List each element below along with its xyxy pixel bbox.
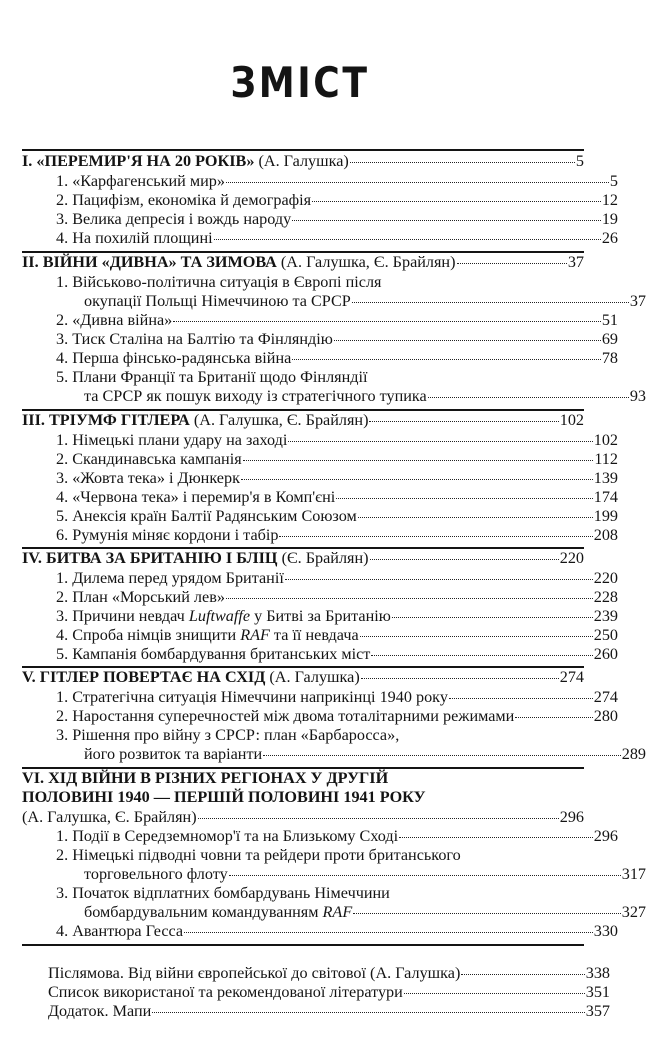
- toc-item[interactable]: [22, 450, 618, 469]
- toc-item-title: 2. Скандинавська кампанія: [56, 450, 242, 468]
- dot-leader: [226, 598, 593, 599]
- dot-leader: [334, 340, 601, 341]
- toc-item[interactable]: [22, 645, 618, 664]
- dot-leader: [350, 162, 575, 163]
- page-number: 330: [593, 922, 618, 940]
- dot-leader: [457, 263, 567, 264]
- dot-leader: [360, 636, 593, 637]
- section-authors: (А. Галушка): [265, 668, 360, 686]
- toc-item-title: 2. Німецькі підводні човни та рейдери проти британського: [56, 846, 461, 864]
- toc-item-title-emphasis: RAF: [240, 626, 270, 644]
- dot-leader: [449, 698, 593, 699]
- page-number: 296: [593, 827, 618, 845]
- toc-item[interactable]: [22, 191, 618, 210]
- toc-item-title: 2. «Дивна війна»: [56, 311, 173, 329]
- toc-section-6[interactable]: [22, 808, 584, 827]
- section-heading-cont: ПОЛОВИНІ 1940 — ПЕРШІЙ ПОЛОВИНІ 1941 РОКУ: [22, 788, 426, 806]
- section-heading: II. ВІЙНИ «ДИВНА» ТА ЗИМОВА: [22, 253, 277, 271]
- toc-item[interactable]: [22, 349, 618, 368]
- dot-leader: [392, 617, 593, 618]
- toc-item[interactable]: [22, 292, 646, 311]
- dot-leader: [358, 517, 593, 518]
- page-number: 327: [621, 903, 646, 921]
- toc-item[interactable]: [22, 922, 618, 941]
- dot-leader: [336, 498, 592, 499]
- page-number: 357: [585, 1002, 610, 1020]
- toc-item-title: Додаток. Мапи: [48, 1002, 152, 1020]
- page-number: 51: [601, 311, 618, 329]
- page-title: ЗМІСТ: [230, 58, 370, 107]
- page-number: 228: [593, 588, 618, 606]
- page-number: 280: [593, 707, 618, 725]
- toc-item-line[interactable]: [22, 726, 618, 745]
- toc-item[interactable]: [22, 431, 618, 450]
- toc-item-title: 1. Стратегічна ситуація Німеччини наприкінці 1940 року: [56, 688, 448, 706]
- page-number: 5: [609, 172, 618, 190]
- dot-leader: [292, 220, 601, 221]
- toc-item-title: 4. Спроба німців знищити: [56, 626, 241, 644]
- dot-leader: [461, 974, 584, 975]
- toc-item-title-cont: його розвиток та варіанти: [84, 745, 263, 763]
- dot-leader: [241, 479, 593, 480]
- toc-item[interactable]: [22, 311, 618, 330]
- toc-item[interactable]: [22, 707, 618, 726]
- table-of-contents: [22, 0, 646, 1039]
- page-number: 37: [629, 292, 646, 310]
- toc-item-title-rest: у Битві за Британію: [250, 607, 391, 625]
- toc-item[interactable]: [22, 469, 618, 488]
- dot-leader: [370, 559, 559, 560]
- dot-leader: [369, 421, 558, 422]
- toc-item-title: 4. На похилій площині: [56, 229, 213, 247]
- dot-leader: [312, 201, 601, 202]
- page-number: 69: [601, 330, 618, 348]
- dot-leader: [184, 932, 593, 933]
- page-number: 139: [593, 469, 618, 487]
- section-heading: III. ТРІУМФ ГІТЛЕРА: [22, 411, 190, 429]
- toc-item-title: 3. Рішення про війну з СРСР: план «Барбаросса»,: [56, 726, 400, 744]
- section-heading: IV. БИТВА ЗА БРИТАНІЮ І БЛІЦ: [22, 549, 278, 567]
- toc-item[interactable]: [22, 607, 618, 626]
- toc-item-title: 5. Плани Франції та Британії щодо Фінляндії: [56, 368, 368, 386]
- toc-item-title: 3. Початок відплатних бомбардувань Німеччини: [56, 884, 390, 902]
- toc-item[interactable]: [22, 745, 646, 764]
- page-number: 5: [575, 152, 584, 170]
- dot-leader: [428, 397, 629, 398]
- toc-item-line[interactable]: [22, 273, 618, 292]
- toc-back-matter-item[interactable]: [22, 1002, 610, 1021]
- toc-item[interactable]: [22, 387, 646, 406]
- dot-leader: [353, 913, 621, 914]
- toc-section-1[interactable]: [22, 152, 584, 171]
- toc-item-title: Список використаної та рекомендованої літератури: [48, 983, 403, 1001]
- page-number: 220: [559, 549, 584, 567]
- toc-section-4[interactable]: [22, 549, 584, 568]
- dot-leader: [214, 239, 601, 240]
- toc-item-title: 1. Дилема перед урядом Британії: [56, 569, 284, 587]
- page-number: 351: [585, 983, 610, 1001]
- toc-item-line[interactable]: [22, 884, 618, 903]
- toc-item[interactable]: [22, 688, 618, 707]
- dot-leader: [361, 678, 559, 679]
- toc-item-title: 3. Велика депресія і вождь народу: [56, 210, 292, 228]
- section-heading: I. «ПЕРЕМИР'Я НА 20 РОКІВ»: [22, 152, 255, 170]
- section-heading: V. ГІТЛЕР ПОВЕРТАЄ НА СХІД: [22, 668, 266, 686]
- toc-item[interactable]: [22, 210, 618, 229]
- toc-section-2[interactable]: [22, 253, 584, 272]
- dot-leader: [226, 182, 609, 183]
- toc-item-title-cont: окупації Польщі Німеччиною та СРСР: [84, 292, 351, 310]
- page-number: 296: [559, 808, 584, 826]
- toc-back-matter-item[interactable]: [22, 983, 610, 1002]
- toc-item[interactable]: [22, 172, 618, 191]
- toc-item-title: 5. Кампанія бомбардування британських міст: [56, 645, 371, 663]
- toc-item-line[interactable]: [22, 368, 618, 387]
- section-authors: (А. Галушка, Є. Брайлян): [276, 253, 456, 271]
- toc-item-title: 3. Причини невдач: [56, 607, 189, 625]
- toc-item[interactable]: [22, 903, 646, 922]
- page-number: 220: [593, 569, 618, 587]
- toc-item[interactable]: [22, 588, 618, 607]
- toc-item-title: 1. Події в Середземномор'ї та на Близькому Сході: [56, 827, 399, 845]
- page-number: 260: [593, 645, 618, 663]
- dot-leader: [285, 579, 593, 580]
- toc-item[interactable]: [22, 569, 618, 588]
- toc-item-line[interactable]: [22, 846, 618, 865]
- page-number: 26: [601, 229, 618, 247]
- toc-section-5[interactable]: [22, 668, 584, 687]
- toc-item-title-emphasis: Luftwaffe: [188, 607, 251, 625]
- dot-leader: [229, 875, 621, 876]
- section-authors: (А. Галушка, Є. Брайлян): [189, 411, 369, 429]
- toc-item[interactable]: [22, 827, 618, 846]
- dot-leader: [279, 536, 592, 537]
- dot-leader: [404, 993, 585, 994]
- page-number: 338: [585, 964, 610, 982]
- page-number: 102: [593, 431, 618, 449]
- toc-item[interactable]: [22, 229, 618, 248]
- page-number: 250: [593, 626, 618, 644]
- dot-leader: [173, 321, 601, 322]
- dot-leader: [515, 717, 592, 718]
- toc-item[interactable]: [22, 507, 618, 526]
- toc-item-title: 2. Пацифізм, економіка й демографія: [56, 191, 312, 209]
- toc-item-title: 1. «Карфагенський мир»: [56, 172, 225, 190]
- page-number: 93: [629, 387, 646, 405]
- section-authors: (А. Галушка, Є. Брайлян): [22, 808, 197, 826]
- toc-item-title: 6. Румунія міняє кордони і табір: [56, 526, 279, 544]
- section-divider: [22, 149, 584, 151]
- toc-item-title-cont: торговельного флоту: [84, 865, 228, 883]
- toc-item-title: 4. Авантюра Гесса: [56, 922, 184, 940]
- page-number: 274: [559, 668, 584, 686]
- toc-item-title: 3. Тиск Сталіна на Балтію та Фінляндію: [56, 330, 333, 348]
- page-number: 174: [593, 488, 618, 506]
- toc-item-title: 4. «Червона тека» і перемир'я в Комп'єні: [56, 488, 336, 506]
- toc-item-title: Післямова. Від війни європейської до світової (А. Галушка): [48, 964, 461, 982]
- dot-leader: [371, 655, 592, 656]
- dot-leader: [152, 1012, 584, 1013]
- page-number: 37: [567, 253, 584, 271]
- dot-leader: [263, 755, 621, 756]
- toc-item-title-emphasis: RAF: [322, 903, 353, 921]
- toc-item-title-cont: бомбардувальним командуванням: [84, 903, 323, 921]
- toc-item[interactable]: [22, 526, 618, 545]
- toc-back-matter-item[interactable]: [22, 964, 610, 983]
- dot-leader: [243, 460, 594, 461]
- section-heading: VI. ХІД ВІЙНИ В РІЗНИХ РЕГІОНАХ У ДРУГІЙ: [22, 769, 389, 787]
- toc-item[interactable]: [22, 488, 618, 507]
- toc-item-title: 1. Військово-політична ситуація в Європі після: [56, 273, 382, 291]
- toc-item[interactable]: [22, 626, 618, 645]
- page-number: 239: [593, 607, 618, 625]
- page-number: 78: [601, 349, 618, 367]
- page-number: 208: [593, 526, 618, 544]
- page-number: 199: [593, 507, 618, 525]
- section-authors: (А. Галушка): [254, 152, 349, 170]
- dot-leader: [288, 441, 592, 442]
- toc-item-title: 3. «Жовта тека» і Дюнкерк: [56, 469, 240, 487]
- page-number: 19: [601, 210, 618, 228]
- toc-item-title: 5. Анексія країн Балтії Радянським Союзом: [56, 507, 357, 525]
- toc-item-title-rest: та її невдача: [269, 626, 359, 644]
- dot-leader: [352, 302, 629, 303]
- page-number: 274: [593, 688, 618, 706]
- toc-item-title-cont: та СРСР як пошук виходу із стратегічного тупика: [84, 387, 427, 405]
- toc-section-6-heading-cont[interactable]: [22, 788, 584, 807]
- section-authors: (Є. Брайлян): [277, 549, 369, 567]
- page-number: 317: [621, 865, 646, 883]
- toc-item[interactable]: [22, 330, 618, 349]
- toc-item-title: 1. Німецькі плани удару на заході: [56, 431, 288, 449]
- page-number: 12: [601, 191, 618, 209]
- dot-leader: [399, 837, 593, 838]
- toc-item[interactable]: [22, 865, 646, 884]
- page-number: 112: [594, 450, 618, 468]
- section-divider: [22, 944, 584, 946]
- dot-leader: [292, 359, 601, 360]
- toc-section-6-heading[interactable]: [22, 769, 584, 788]
- toc-item-title: 4. Перша фінсько-радянська війна: [56, 349, 292, 367]
- toc-item-title: 2. Наростання суперечностей між двома тоталітарними режимами: [56, 707, 515, 725]
- toc-item-title: 2. План «Морський лев»: [56, 588, 225, 606]
- dot-leader: [198, 818, 559, 819]
- page-number: 289: [621, 745, 646, 763]
- page-number: 102: [559, 411, 584, 429]
- toc-section-3[interactable]: [22, 411, 584, 430]
